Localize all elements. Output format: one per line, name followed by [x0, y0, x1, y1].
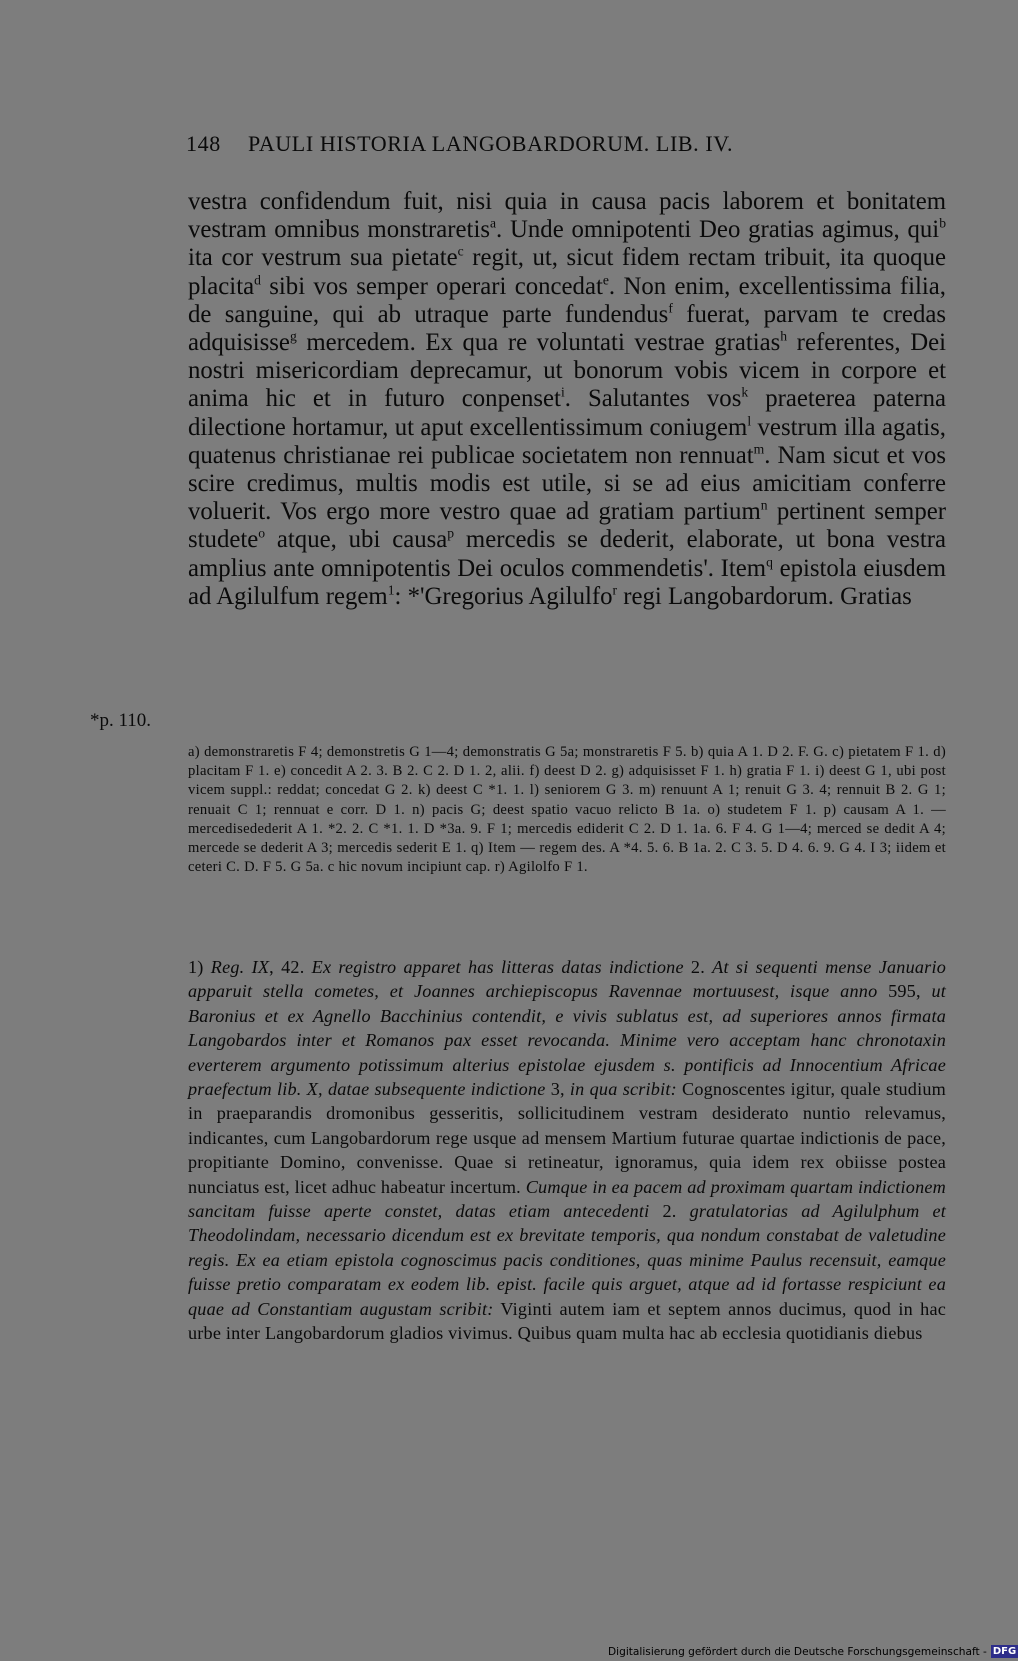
main-siglum: n: [760, 497, 768, 513]
footnote-text: , 42.: [269, 957, 312, 977]
footnote-text: Cognoscentes igitur, quale studium in praeparandis dromonibus gesseritis, sollicitudinem vestram desiderato nuntio relevamus, indicantes, cum Langobardorum rege usque ad mensem Martium futurae quartae indictionis de pace, propitiante Domino, convenisse. Quae si retineatur, ignoramus, quia idem rex obiisse postea nunciatus est, licet adhuc habeatur incertum.: [188, 1079, 946, 1197]
main-siglum: g: [289, 328, 297, 344]
main-text: . Nam sicut et vos scire credimus, multis modis est utile, si se ad eius amicitiam conferre voluerit. Vos ergo more vestro quae ad gratiam partium: [188, 441, 946, 526]
main-text: . Unde omnipotenti Deo gratias agimus, qui: [496, 216, 940, 244]
main-text: mercedis se dederit, elaborate, ut bona vestra amplius ante omnipotentis Dei oculos commendetis'. Item: [188, 526, 946, 582]
footnote: [188, 955, 946, 1346]
footnote-italic: At si sequenti mense Januario apparuit stella cometes, et Joannes archiepiscopus Ravennae mortuusest, isque anno: [188, 957, 946, 1002]
running-title: PAULI HISTORIA LANGOBARDORUM. LIB. IV.: [248, 131, 734, 156]
variant-readings-text: a) demonstraretis F 4; demonstretis G 1—4; demonstratis G 5a; monstraretis F 5. b) quia A 1. D 2. F. G. c) pietatem F 1. d) placitam F 1. e) concedit A 2. 3. B 2. C 2. D 1. 2, alii. f) deest D 2. g) adquisisset F 1. h) gratia F 1. i) deest G 1, ubi post vicem suppl.: reddat; concedat G 2. k) deest C *1. 1. l) seniorem G 3. m) renuunt A 1; renuit G 3. 4; rennuit B 2. G 1; renuait C 1; rennuat e corr. D 1. n) pacis G; deest spatio vacuo relicto B 1a. o) studetem F 1. p) causam A 1. — mercedisedederit A 1. *2. 2. C *1. 1. D *3a. 9. F 1; mercedis ediderit C 2. D 1. 1a. 6. F 4. G 1—4; merced se dedit A 4; mercede se dederit A 3; mercedis sederit E 1. q) Item — regem des. A *4. 5. 6. B 1a. 2. C 3. 5. D 4. 6. 9. G 4. I 3; iidem et ceteri C. D. F 5. G 5a. c hic novum incipiunt cap. r) Agilolfo F 1.: [188, 744, 946, 876]
main-siglum: l: [747, 413, 752, 429]
main-siglum: p: [447, 526, 455, 542]
main-text: [188, 188, 946, 611]
main-siglum: h: [780, 328, 788, 344]
main-text: atque, ubi causa: [265, 526, 448, 554]
footnote-text: 595,: [877, 981, 932, 1002]
digitization-credit: [608, 1643, 1017, 1661]
main-siglum: f: [668, 300, 673, 316]
main-text: . Salutantes vos: [564, 385, 742, 413]
dfg-logo: DFG: [992, 1646, 1017, 1657]
main-text: : *'Gregorius Agilulfo: [394, 582, 613, 610]
footnote-text: 2.: [649, 1201, 690, 1222]
main-siglum: i: [560, 385, 565, 401]
footnote-text: Viginti autem iam et septem annos ducimus, quod in hac urbe inter Langobardorum gladios vivimus. Quibus quam multa hac ab ecclesia quotidianis diebus: [188, 1298, 946, 1344]
page-header: [186, 131, 944, 157]
footnote-italic: ut Baronius et ex Agnello Bacchinius contendit, e vivis sublatus est, ad superiores annos firmata Langobardos inter et Romanos pax esset revocanda. Minime vero acceptam hanc chronotaxin everterem argumento potissimum alterius epistolae ejusdem s. pontificis ad Innocentium Africae praefectum lib. X, datae subsequente indictione: [188, 981, 946, 1100]
variant-readings: [188, 743, 946, 877]
main-siglum: m: [753, 441, 765, 457]
footnote-text: [188, 955, 946, 1346]
main-text: vestrum illa agatis, quatenus christianae rei publicae societatem non rennuat: [188, 413, 946, 469]
main-text: regi Langobardorum. Gratias: [617, 582, 912, 610]
footnote-text: 1): [188, 957, 211, 977]
main-text: ita cor vestrum sua pietate: [188, 244, 458, 272]
main-text: sibi vos semper operari concedat: [260, 272, 603, 300]
main-text: vestra confidendum fuit, nisi quia in causa pacis laborem et bonitatem vestram omnibus monstraretis: [188, 188, 946, 244]
main-text: mercedem. Ex qua re voluntati vestrae gratias: [296, 329, 781, 357]
main-siglum: d: [254, 272, 261, 288]
main-text: epistola eiusdem ad Agilulfum regem: [188, 554, 946, 610]
main-siglum: c: [457, 244, 464, 260]
margin-reference: *p. 110.: [90, 710, 152, 731]
footnote-text: 3,: [545, 1079, 570, 1100]
main-text: fuerat, parvam te credas adquisisse: [188, 300, 946, 357]
main-text: praeterea paterna dilectione hortamur, ut aput excellentissimum coniugem: [188, 385, 947, 441]
main-siglum: 1: [387, 582, 395, 598]
footnote-italic: Cumque in ea pacem ad proximam quartam indictionem sancitam fuisse aperte constet, datas etiam antecedenti: [188, 1176, 947, 1222]
main-siglum: k: [741, 385, 749, 401]
main-siglum: o: [258, 526, 266, 542]
main-siglum: r: [612, 582, 618, 598]
page-number: 148: [186, 131, 221, 156]
footnote-italic: in qua scribit:: [569, 1079, 677, 1100]
main-text: regit, ut, sicut fidem rectam tribuit, ita quoque placita: [188, 244, 946, 300]
main-paragraph: [188, 188, 946, 611]
footnote-text: 2.: [683, 957, 713, 977]
main-siglum: b: [939, 215, 946, 231]
credit-text: Digitalisierung gefördert durch die Deutsche Forschungsgemeinschaft -: [608, 1646, 987, 1658]
footnote-italic: Reg. IX: [210, 957, 270, 977]
main-siglum: a: [489, 215, 497, 231]
footnote-italic: gratulatorias ad Agilulphum et Theodolindam, necessario dicendum est ex brevitate temporis, qua nondum constabat de valetudine regis. Ex ea etiam epistola cognoscimus pacis conditiones, quas minime Paulus recensuit, eamque fuisse pretio comparatam ex eodem lib. epist. facile quis arguet, atque ad id fortasse respiciunt ea quae ad Constantiam augustam scribit:: [188, 1201, 946, 1319]
main-siglum: e: [602, 272, 609, 288]
footnote-italic: Ex registro apparet has litteras datas indictione: [311, 957, 684, 977]
main-text: pertinent semper studete: [188, 498, 946, 554]
main-siglum: q: [766, 554, 773, 570]
main-text: referentes, Dei nostri misericordiam deprecamur, ut bonorum vobis vicem in corpore et anima hic et in futuro conpenset: [188, 329, 946, 413]
main-text: . Non enim, excellentissima filia, de sanguine, qui ab utraque parte fundendus: [188, 272, 946, 328]
